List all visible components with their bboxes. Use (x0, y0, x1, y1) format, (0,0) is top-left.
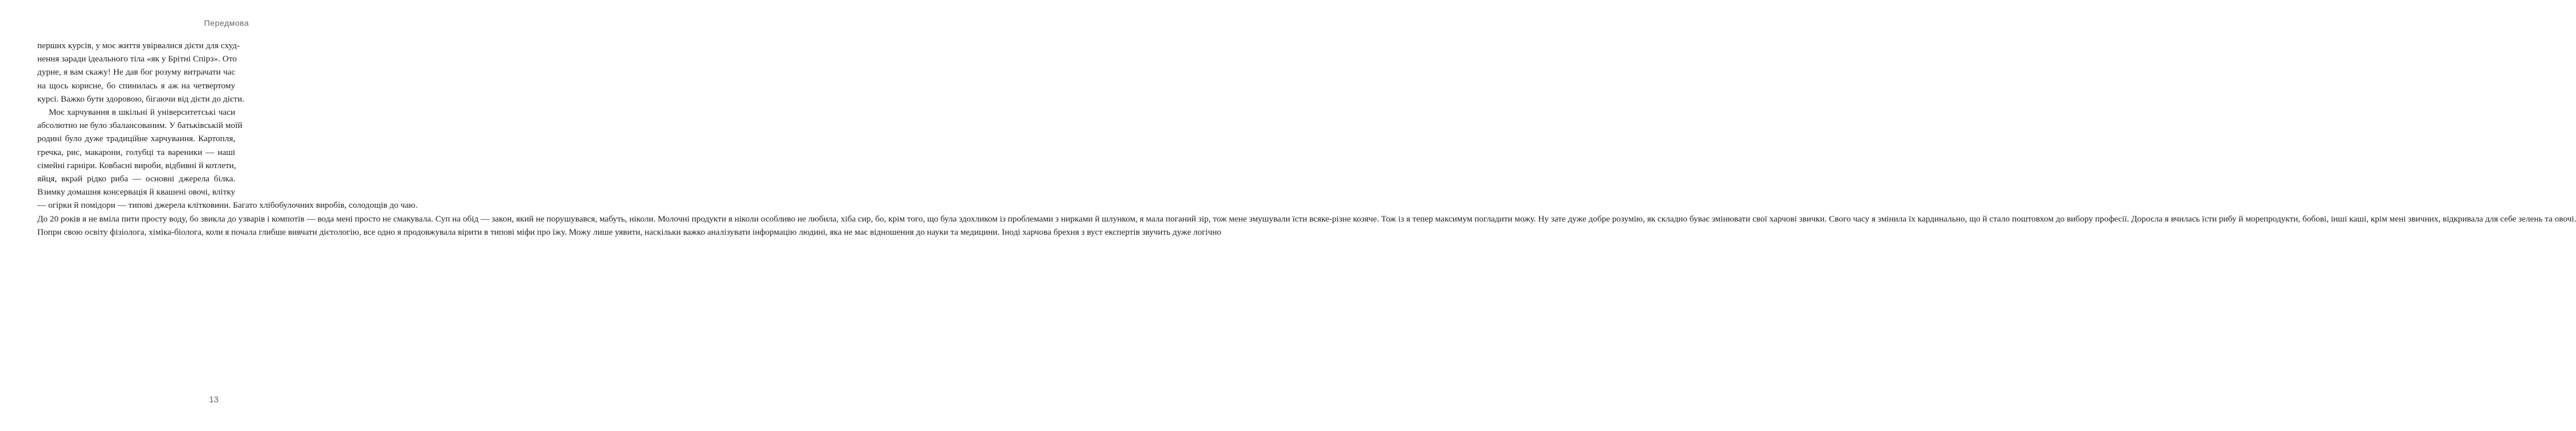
text-line: дурне, я вам скажу! Не дав бог розуму витрачати час (37, 67, 235, 77)
text-line: сімейні гарніри. Ковбасні вироби, відбивні й котлети, (37, 160, 236, 170)
text-line: родині було дуже традиційне харчування. Картопля, (37, 134, 235, 144)
text-line: До 20 років я не вміла пити просту воду, бо звикла до узварів і компотів — вода мені просто не смакувала. Суп на обід — закон, який не порушувався, мабуть, ніколи. Молочні продукти я ніколи особливо не любила, хіба сир, бо, крім того, що була здохликом із проблемами з нирками й шлунком, я мала поганий зір, тож мене змушували їсти всяке-різне козяче. Тож із я тепер максимум погладити можу. Ну зате дуже добре розумію, як складно буває змінювати свої харчові звички. Свого часу я змінила їх кардинально, що й стало поштовхом до вибору професії. Доросла я вчилась їсти рибу й морепродукти, бобові, інші каші, крім мені звичних, відкривала для себе зелень та овочі. (37, 213, 2576, 224)
text-line: гречка, рис, макарони, голубці та вареники — наші (37, 147, 235, 157)
text-line: курсі. Важко бути здоровою, бігаючи від дієти до дієти. (37, 94, 244, 104)
paragraph-2 (37, 106, 418, 212)
text-line: на щось корисне, бо спинилась я аж на четвертому (37, 80, 235, 91)
running-head: Передмова (204, 18, 249, 28)
text-line: перших курсів, у моє життя увірвалися дієти для схуд- (37, 41, 240, 51)
text-line: Попри свою освіту фізіолога, хіміка-біолога, коли я почала глибше вивчати дієтологію, все одно я продовжувала вірити в типові міфи про їжу. Можу лише уявити, наскільки важко аналізувати інформацію людині, яка не має відношення до науки та медицини. Іноді харчова брехня з вуст експертів звучить дуже логічно (37, 227, 1221, 237)
text-line: — огірки й помідори — типові джерела клітковини. Багато хлібобулочних виробів, солодощів до чаю. (37, 200, 418, 211)
page-number: 13 (209, 395, 219, 405)
paragraph-4 (37, 226, 1221, 239)
paragraph-1 (37, 39, 244, 106)
text-line: Взимку домашня консервація й квашені овочі, влітку (37, 187, 235, 197)
text-line: нення заради ідеального тіла «як у Брітні Спірз». Ото (37, 54, 237, 64)
body-text (37, 39, 2576, 239)
text-line: яйця, вкрай рідко риба — основні джерела білка. (37, 174, 235, 184)
text-line: Моє харчування в шкільні й університетські часи (49, 107, 235, 118)
text-line: абсолютно не було збалансованим. У батьківській моїй (37, 121, 243, 131)
paragraph-3 (37, 212, 2576, 226)
